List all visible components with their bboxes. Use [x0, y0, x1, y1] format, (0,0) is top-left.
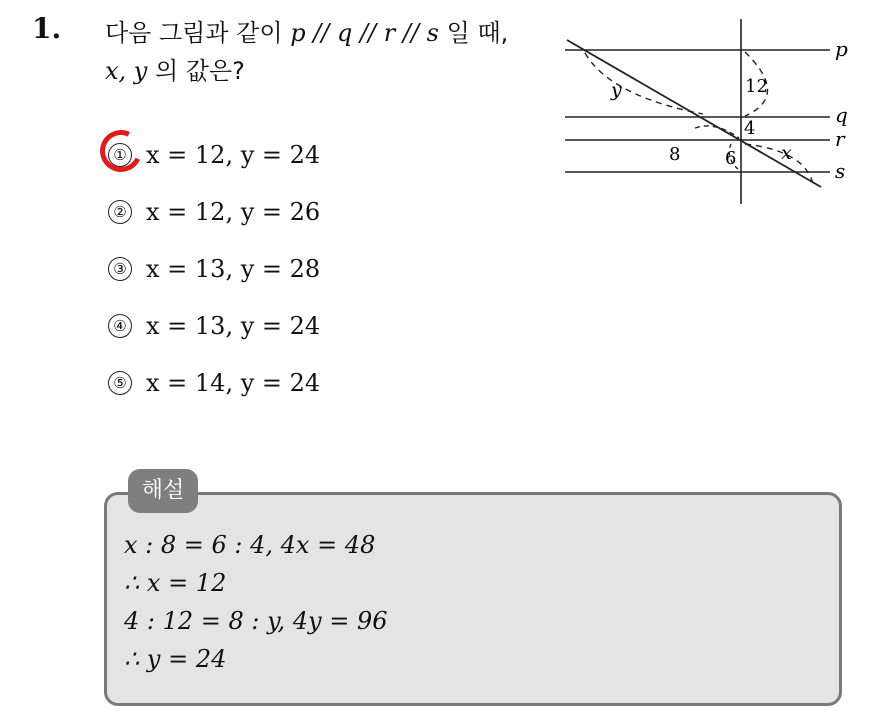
choice-number-icon: ②	[108, 200, 132, 224]
length-4: 4	[744, 118, 756, 139]
stem-text: 다음 그림과 같이	[105, 19, 291, 47]
choice-number-icon: ⑤	[108, 371, 132, 395]
label-r: r	[835, 127, 845, 151]
choice-5[interactable]	[108, 354, 320, 411]
choice-3[interactable]	[108, 240, 320, 297]
choice-text: x = 14, y = 24	[146, 368, 321, 397]
choice-text: x = 13, y = 28	[146, 254, 321, 283]
var-x: x	[781, 142, 792, 164]
stem-text-end: 일 때,	[439, 19, 509, 47]
length-12: 12	[745, 76, 768, 97]
dashed-arc-y	[585, 53, 703, 114]
stem-vars: x, y	[105, 57, 148, 85]
explanation-line: ∴ y = 24	[124, 645, 227, 673]
explanation-tag: 해설	[128, 469, 198, 513]
stem-question: 의 값은?	[147, 57, 245, 85]
selected-mark	[94, 124, 148, 178]
choice-2[interactable]	[108, 183, 320, 240]
choice-text: x = 12, y = 26	[146, 197, 321, 226]
parallel-lines-figure	[555, 16, 855, 211]
stem-line-1	[105, 14, 545, 52]
question-number: 1.	[32, 12, 62, 45]
choice-list	[108, 126, 320, 411]
label-s: s	[835, 159, 846, 183]
explanation-lines	[124, 526, 388, 678]
stem-line-2	[105, 52, 545, 90]
choice-number-icon: ③	[108, 257, 132, 281]
dashed-arc-x	[745, 144, 813, 184]
choice-1[interactable]	[108, 126, 320, 183]
choice-number-icon: ④	[108, 314, 132, 338]
choice-text: x = 12, y = 24	[146, 140, 321, 169]
stem-math: p // q // r // s	[290, 19, 439, 47]
choice-number-icon: ①	[108, 143, 132, 167]
explanation-line: x : 8 = 6 : 4, 4x = 48	[124, 531, 376, 559]
choice-text: x = 13, y = 24	[146, 311, 321, 340]
length-8: 8	[669, 144, 681, 165]
question-stem	[105, 14, 545, 90]
var-y: y	[611, 79, 622, 101]
explanation-line: ∴ x = 12	[124, 569, 227, 597]
length-6: 6	[725, 148, 737, 169]
explanation-line: 4 : 12 = 8 : y, 4y = 96	[124, 607, 388, 635]
choice-4[interactable]	[108, 297, 320, 354]
slanted-transversal	[567, 40, 821, 187]
label-p: p	[835, 37, 848, 61]
label-q: q	[835, 103, 848, 127]
